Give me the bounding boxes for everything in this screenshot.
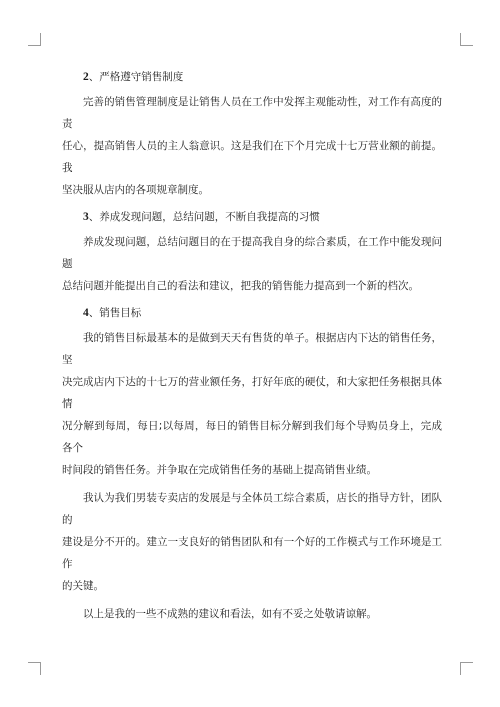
paragraph: 以上是我的一些不成熟的建议和看法，如有不妥之处敬请谅解。 [83,608,377,620]
page-corner-mark-top-right [460,33,473,46]
paragraph: 完善的销售管理制度是让销售人员在工作中发挥主观能动性，对工作有高度的责 任心，提高销售人员的主人翁意识。这是我们在下个月完成十七万营业额的前提。我 坚决服从店内的各项规章制度。 [62,96,442,196]
section-heading-4: 4、销售目标 [83,307,142,319]
page-corner-mark-bottom-right [460,662,473,675]
paragraph: 我认为我们男装专卖店的发展是与全体员工综合素质，店长的指导方针，团队的 建设是分不开的。建立一支良好的销售团队和有一个好的工作模式与工作环境是工作 的关键。 [62,492,442,592]
document-body [62,67,442,631]
page-corner-mark-bottom-left [28,662,41,675]
section-heading-2: 2、严格遵守销售制度 [83,71,184,83]
section-heading-3: 3、养成发现问题，总结问题，不断自我提高的习惯 [83,211,320,223]
paragraph: 我的销售目标最基本的是做到天天有售货的单子。根据店内下达的销售任务，坚 决完成店内下达的十七万的营业额任务，打好年底的硬仗，和大家把任务根据具体情 况分解到每周，每日;以每周，每日的销售目标分解到我们每个导购员身上，完成各个 时间段的销售任务。并争取在完成销售任务的基础上提高销售业绩。 [62,332,442,476]
paragraph: 养成发现问题，总结问题目的在于提高我自身的综合素质，在工作中能发现问题 总结问题并能提出自己的看法和建议，把我的销售能力提高到一个新的档次。 [62,236,442,292]
page-corner-mark-top-left [28,33,41,46]
